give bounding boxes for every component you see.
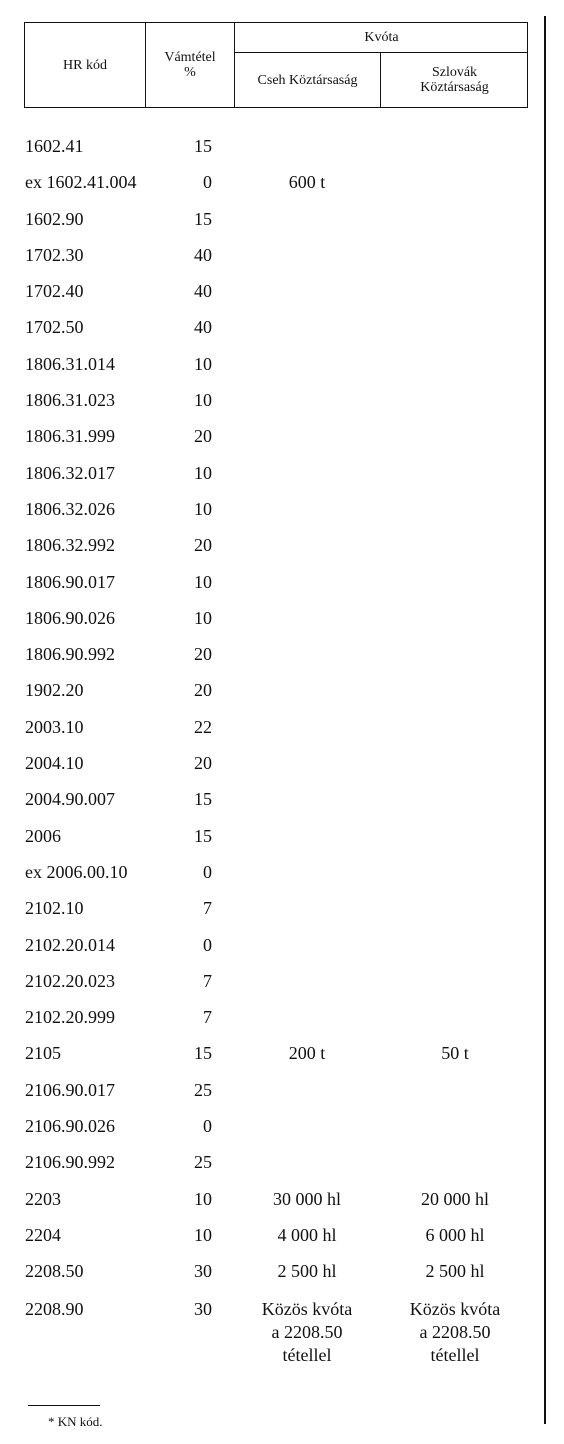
rate-cell: 7 bbox=[203, 1007, 212, 1028]
hr-code-cell: 1806.90.992 bbox=[25, 644, 115, 665]
czech-quota-cell: Közös kvóta a 2208.50 tétellel bbox=[261, 1298, 353, 1365]
table-row bbox=[0, 600, 540, 636]
table-row bbox=[0, 491, 540, 527]
table-row bbox=[0, 1144, 540, 1180]
hr-code-cell: ex 1602.41.004 bbox=[25, 172, 137, 193]
table-row bbox=[0, 818, 540, 854]
rate-cell: 7 bbox=[203, 898, 212, 919]
table-row bbox=[0, 128, 540, 164]
table-row bbox=[0, 854, 540, 890]
rate-cell: 20 bbox=[194, 426, 212, 447]
table-row bbox=[0, 636, 540, 672]
rate-cell: 0 bbox=[203, 1116, 212, 1137]
hr-code-cell: 1806.31.999 bbox=[25, 426, 115, 447]
rate-cell: 40 bbox=[194, 317, 212, 338]
hr-code-cell: 2208.90 bbox=[25, 1298, 84, 1319]
hr-code-cell: 1806.90.017 bbox=[25, 571, 115, 592]
table-row bbox=[0, 709, 540, 745]
table-row bbox=[0, 927, 540, 963]
hr-code-cell: 2102.10 bbox=[25, 898, 84, 919]
hr-code-cell: 2004.90.007 bbox=[25, 789, 115, 810]
hr-code-cell: 2106.90.017 bbox=[25, 1079, 115, 1100]
hr-code-cell: 1602.90 bbox=[25, 208, 84, 229]
slovak-quota-cell: Közös kvóta a 2208.50 tétellel bbox=[409, 1298, 501, 1365]
hr-code-cell: 2208.50 bbox=[25, 1261, 84, 1282]
table-row bbox=[0, 1108, 540, 1144]
table-row bbox=[0, 382, 540, 418]
rate-cell: 30 bbox=[194, 1261, 212, 1282]
table-body bbox=[0, 128, 540, 1380]
footnote: * KN kód. bbox=[48, 1414, 103, 1429]
rate-cell: 10 bbox=[194, 571, 212, 592]
hr-code-cell: 1806.90.026 bbox=[25, 607, 115, 628]
table-row bbox=[0, 564, 540, 600]
rate-cell: 40 bbox=[194, 281, 212, 302]
rate-cell: 10 bbox=[194, 390, 212, 411]
footnote-rule bbox=[28, 1405, 100, 1406]
table-row bbox=[0, 1217, 540, 1253]
hr-code-cell: 2004.10 bbox=[25, 753, 84, 774]
table-row bbox=[0, 963, 540, 999]
slovak-quota-cell: 6 000 hl bbox=[425, 1224, 485, 1245]
rate-cell: 22 bbox=[194, 716, 212, 737]
table-row bbox=[0, 1253, 540, 1289]
hr-code-cell: 1806.32.026 bbox=[25, 498, 115, 519]
rate-cell: 20 bbox=[194, 680, 212, 701]
table-row bbox=[0, 164, 540, 200]
hr-code-cell: 1806.32.017 bbox=[25, 462, 115, 483]
rate-cell: 0 bbox=[203, 172, 212, 193]
czech-quota-cell: 4 000 hl bbox=[277, 1224, 337, 1245]
rate-cell: 10 bbox=[194, 1224, 212, 1245]
rate-cell: 30 bbox=[194, 1298, 212, 1319]
header-slovak: Szlovák Köztársaság bbox=[420, 65, 489, 95]
rate-cell: 15 bbox=[194, 825, 212, 846]
table-row bbox=[0, 309, 540, 345]
slovak-quota-cell: 50 t bbox=[441, 1043, 469, 1064]
table-row bbox=[0, 745, 540, 781]
table-row bbox=[0, 273, 540, 309]
hr-code-cell: 2203 bbox=[25, 1188, 61, 1209]
table-row bbox=[0, 999, 540, 1035]
rate-cell: 40 bbox=[194, 244, 212, 265]
czech-quota-cell: 600 t bbox=[288, 172, 326, 193]
table-row bbox=[0, 890, 540, 926]
table-row bbox=[0, 781, 540, 817]
table-row bbox=[0, 455, 540, 491]
table-row bbox=[0, 527, 540, 563]
table-row bbox=[0, 346, 540, 382]
table-header bbox=[24, 22, 528, 108]
hr-code-cell: 2204 bbox=[25, 1224, 61, 1245]
rate-cell: 25 bbox=[194, 1079, 212, 1100]
rate-cell: 10 bbox=[194, 607, 212, 628]
czech-quota-cell: 2 500 hl bbox=[277, 1261, 337, 1282]
hr-code-cell: 1806.31.023 bbox=[25, 390, 115, 411]
table-row bbox=[0, 1181, 540, 1217]
hr-code-cell: ex 2006.00.10 bbox=[25, 861, 128, 882]
rate-cell: 10 bbox=[194, 498, 212, 519]
hr-code-cell: 2102.20.014 bbox=[25, 934, 115, 955]
header-quota: Kvóta bbox=[364, 30, 399, 45]
rate-cell: 15 bbox=[194, 208, 212, 229]
table-row bbox=[0, 418, 540, 454]
hr-code-cell: 1806.32.992 bbox=[25, 535, 115, 556]
czech-quota-cell: 30 000 hl bbox=[272, 1188, 341, 1209]
rate-cell: 10 bbox=[194, 353, 212, 374]
hr-code-cell: 1702.30 bbox=[25, 244, 84, 265]
header-czech: Cseh Köztársaság bbox=[257, 72, 358, 88]
table-row bbox=[0, 237, 540, 273]
rate-cell: 7 bbox=[203, 970, 212, 991]
rate-cell: 15 bbox=[194, 136, 212, 156]
table-row bbox=[0, 201, 540, 237]
slovak-quota-cell: 20 000 hl bbox=[420, 1188, 489, 1209]
rate-cell: 15 bbox=[194, 1043, 212, 1064]
rate-cell: 20 bbox=[194, 535, 212, 556]
rate-cell: 0 bbox=[203, 861, 212, 882]
table-row bbox=[0, 1035, 540, 1071]
hr-code-cell: 2106.90.992 bbox=[25, 1152, 115, 1173]
rate-cell: 20 bbox=[194, 644, 212, 665]
hr-code-cell: 2102.20.023 bbox=[25, 970, 115, 991]
hr-code-cell: 2003.10 bbox=[25, 716, 84, 737]
rate-cell: 25 bbox=[194, 1152, 212, 1173]
hr-code-cell: 2105 bbox=[25, 1043, 61, 1064]
rate-cell: 0 bbox=[203, 934, 212, 955]
rate-cell: 10 bbox=[194, 1188, 212, 1209]
hr-code-cell: 2102.20.999 bbox=[25, 1007, 115, 1028]
slovak-quota-cell: 2 500 hl bbox=[425, 1261, 485, 1282]
hr-code-cell: 2106.90.026 bbox=[25, 1116, 115, 1137]
rate-cell: 15 bbox=[194, 789, 212, 810]
czech-quota-cell: 200 t bbox=[288, 1043, 326, 1064]
table-row bbox=[0, 672, 540, 708]
hr-code-cell: 1806.31.014 bbox=[25, 353, 115, 374]
rate-cell: 10 bbox=[194, 462, 212, 483]
hr-code-cell: 1702.40 bbox=[25, 281, 84, 302]
hr-code-cell: 1902.20 bbox=[25, 680, 84, 701]
right-margin-rule bbox=[544, 16, 546, 1424]
rate-cell: 20 bbox=[194, 753, 212, 774]
hr-code-cell: 2006 bbox=[25, 825, 61, 846]
hr-code-cell: 1702.50 bbox=[25, 317, 84, 338]
hr-code-cell: 1602.41 bbox=[25, 136, 84, 156]
table-row bbox=[0, 1072, 540, 1108]
header-code: HR kód bbox=[63, 57, 107, 73]
table-row bbox=[0, 1290, 540, 1380]
header-rate: Vámtétel % bbox=[164, 50, 216, 80]
